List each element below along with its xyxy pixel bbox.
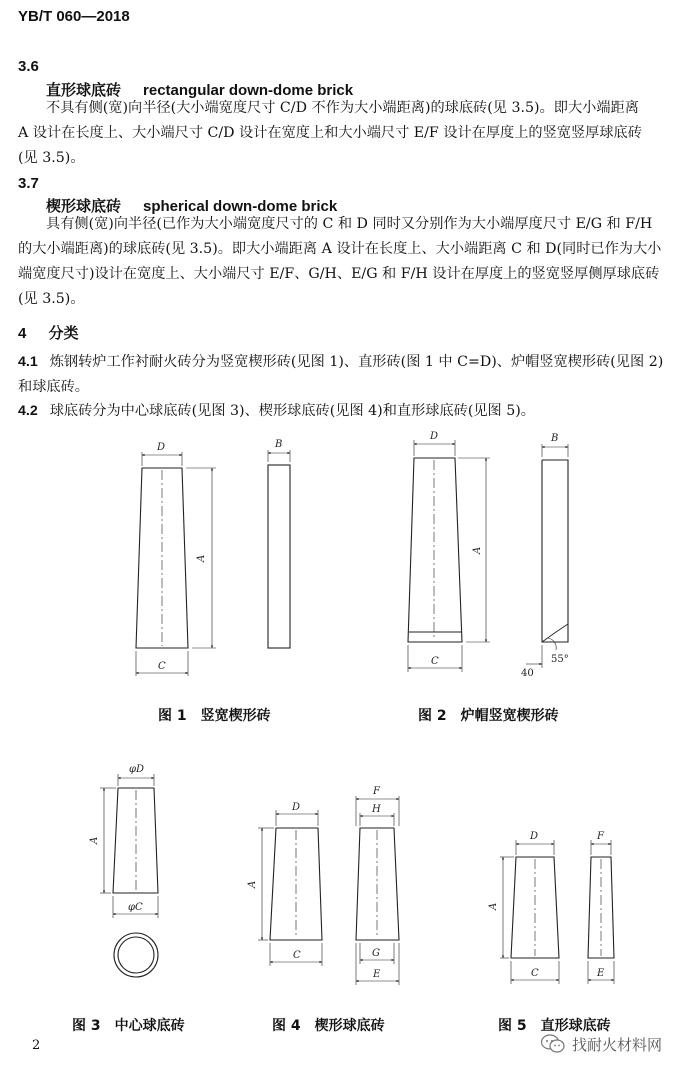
section-3-6-number: 3.6 xyxy=(18,58,39,75)
clause-4-2-number: 4.2 xyxy=(18,403,38,419)
section-3-7-number: 3.7 xyxy=(18,175,39,192)
definition-3-7-line: 的大小端距离)的球底砖(见 3.5)。即大小端距离 A 设计在长度上、大小端距离 C 和 D(同时已作为大小 xyxy=(18,241,662,257)
figure-4-label-h: H xyxy=(372,804,381,815)
figure-2-label-40: 40 xyxy=(521,668,534,679)
term-3-6-zh: 直形球底砖 xyxy=(46,81,122,99)
term-3-7-zh: 楔形球底砖 xyxy=(46,197,122,215)
definition-3-6-line: A 设计在长度上、大小端尺寸 C/D 设计在宽度上和大小端尺寸 E/F 设计在厚度上的竖宽竖厚球底砖 xyxy=(18,125,642,141)
figure-3-label-phi-c: φC xyxy=(128,902,143,913)
figure-5-label-f: F xyxy=(597,831,604,842)
section-4-title: 分类 xyxy=(48,325,79,342)
figure-3-label-a: A xyxy=(89,836,100,844)
watermark xyxy=(540,1033,662,1055)
figure-4-caption: 图 4 楔形球底砖 xyxy=(272,1018,385,1034)
term-3-6-en: rectangular down-dome brick xyxy=(143,82,354,99)
standard-code: YB/T 060—2018 xyxy=(18,8,130,25)
figure-2-caption: 图 2 炉帽竖宽楔形砖 xyxy=(418,708,559,724)
figure-1-drawing xyxy=(136,450,290,676)
figure-2-label-angle: 55° xyxy=(551,654,569,665)
figure-2-label-b: B xyxy=(551,433,559,444)
figure-5-label-d: D xyxy=(530,831,539,842)
figure-4-label-d: D xyxy=(292,802,301,813)
term-3-7-en: spherical down-dome brick xyxy=(143,198,338,215)
figure-1-side-view xyxy=(268,465,290,648)
definition-3-6-line: 不具有侧(宽)向半径(大小端宽度尺寸 C/D 不作为大小端距离)的球底砖(见 3.5)。即大小端距离 xyxy=(46,100,639,116)
definition-3-7 xyxy=(18,212,686,312)
figure-5-label-e: E xyxy=(597,968,605,979)
figure-4-label-f: F xyxy=(373,786,380,797)
figure-2-drawing xyxy=(408,440,568,672)
figure-1-label-c: C xyxy=(158,661,166,672)
figure-3-front-view xyxy=(113,788,158,893)
clause-4-2-text: 球底砖分为中心球底砖(见图 3)、楔形球底砖(见图 4)和直形球底砖(见图 5)。 xyxy=(49,403,535,419)
clause-4-1 xyxy=(18,350,686,400)
definition-3-7-line: 具有侧(宽)向半径(已作为大小端宽度尺寸的 C 和 D 同时又分别作为大小端厚度尺寸 E/G 和 F/H xyxy=(46,216,653,232)
definition-3-7-line: (见 3.5)。 xyxy=(18,291,85,307)
figure-4-label-e: E xyxy=(373,969,381,980)
figure-4-side-view xyxy=(356,828,399,940)
figure-2-side-view xyxy=(542,460,568,642)
clause-4-2 xyxy=(18,399,686,424)
figure-3-label-phi-d: φD xyxy=(129,764,145,775)
figure-5-caption: 图 5 直形球底砖 xyxy=(498,1018,611,1034)
section-4-number: 4 xyxy=(18,325,27,342)
definition-3-6 xyxy=(18,96,686,171)
figure-1-label-a: A xyxy=(196,554,207,562)
figure-2-label-c: C xyxy=(431,656,439,667)
figure-2-label-d: D xyxy=(430,431,439,442)
figure-5-label-c: C xyxy=(531,968,539,979)
figure-3-caption: 图 3 中心球底砖 xyxy=(72,1018,185,1034)
figure-3-top-view-inner xyxy=(118,937,154,973)
section-4-heading xyxy=(18,322,79,343)
clause-4-1-number: 4.1 xyxy=(18,354,38,370)
definition-3-6-line: (见 3.5)。 xyxy=(18,150,85,166)
figure-2-front-view xyxy=(408,458,462,642)
figure-3-drawing xyxy=(100,774,158,977)
figures-drawing xyxy=(0,425,700,1005)
clause-4-1-line: 和球底砖。 xyxy=(18,379,89,395)
figure-3-top-view-outer xyxy=(114,933,158,977)
watermark-text: 找耐火材料网 xyxy=(572,1035,663,1054)
figure-2-label-a: A xyxy=(472,546,483,554)
clause-4-1-line: 炼钢转炉工作衬耐火砖分为竖宽楔形砖(见图 1)、直形砖(图 1 中 C=D)、炉帽竖宽楔形砖(见图 2) xyxy=(49,354,664,370)
figure-5-label-a: A xyxy=(488,902,499,910)
definition-3-7-line: 端宽度尺寸)设计在宽度上、大小端尺寸 E/F、G/H、E/G 和 F/H 设计在厚度上的竖宽竖厚侧厚球底砖 xyxy=(18,266,660,282)
figure-5-drawing xyxy=(500,840,614,984)
figure-1-caption: 图 1 竖宽楔形砖 xyxy=(158,708,271,724)
figure-2-angle-arc xyxy=(548,638,556,650)
wechat-icon xyxy=(540,1033,566,1055)
figure-1-label-d: D xyxy=(157,442,166,453)
figure-4-label-g: G xyxy=(372,948,380,959)
figure-1-label-b: B xyxy=(275,439,283,450)
page-number: 2 xyxy=(32,1038,41,1053)
figure-4-label-c: C xyxy=(293,950,301,961)
figure-4-label-a: A xyxy=(247,880,258,888)
